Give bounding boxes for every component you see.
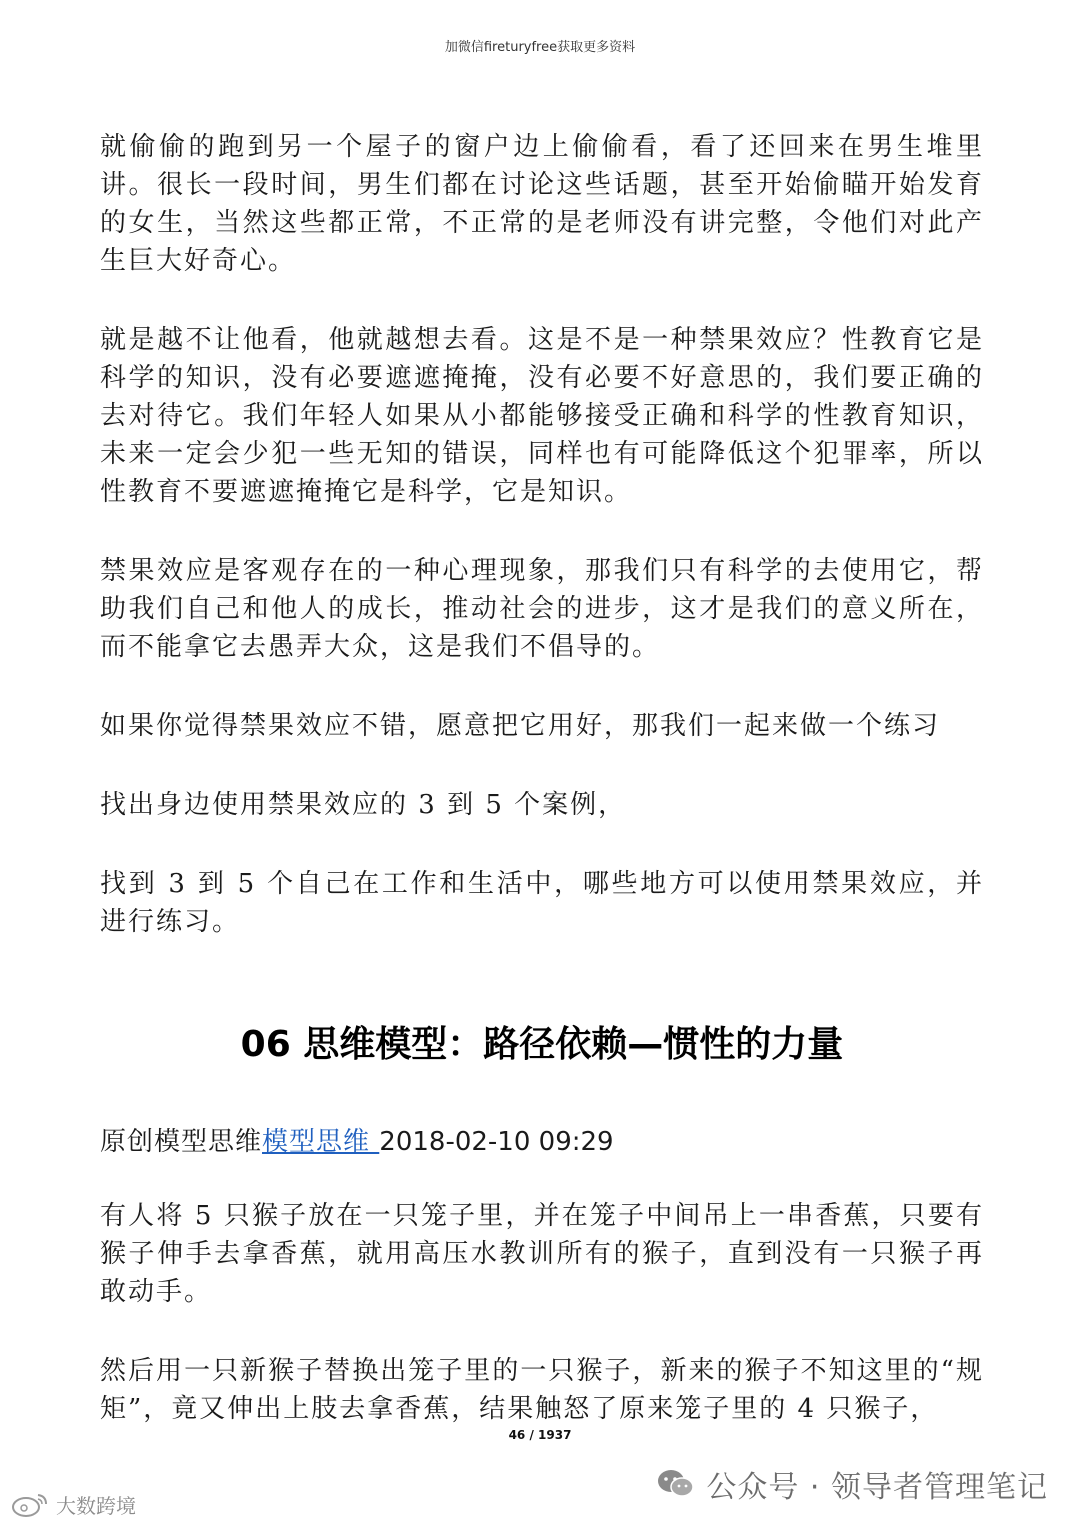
page-number: 46 / 1937 xyxy=(508,1428,572,1442)
meta-prefix: 原创模型思维 xyxy=(100,1127,263,1157)
paragraph: 如果你觉得禁果效应不错，愿意把它用好，那我们一起来做一个练习 xyxy=(100,711,941,741)
paragraph: 就是越不让他看，他就越想去看。这是不是一种禁果效应？性教育它是科学的知识，没有必要遮遮掩掩，没有必要不好意思的，我们要正确的去对待它。我们年轻人如果从小都能够接受正确和科学的性教育知识，未来一定会少犯一些无知的错误，同样也有可能降低这个犯罪率，所以性教育不要遮遮掩掩它是科学，它是知识。 xyxy=(100,325,984,507)
paragraph: 就偷偷的跑到另一个屋子的窗户边上偷偷看，看了还回来在男生堆里讲。很长一段时间，男生们都在讨论这些话题，甚至开始偷瞄开始发育的女生，当然这些都正常，不正常的是老师没有讲完整，令他们对此产生巨大好奇心。 xyxy=(100,132,984,276)
paragraph: 找出身边使用禁果效应的 3 到 5 个案例， xyxy=(100,790,627,820)
watermark-wechat xyxy=(656,1462,1048,1506)
paragraph: 然后用一只新猴子替换出笼子里的一只猴子，新来的猴子不知这里的“规矩”，竟又伸出上肢去拿香蕉，结果触怒了原来笼子里的 4 只猴子， xyxy=(100,1356,984,1424)
publish-datetime: 2018-02-10 09:29 xyxy=(379,1127,614,1157)
watermark-wechat-text: 公众号 · 领导者管理笔记 xyxy=(706,1470,1048,1505)
paragraph: 找到 3 到 5 个自己在工作和生活中，哪些地方可以使用禁果效应，并进行练习。 xyxy=(100,869,984,937)
watermark-weibo-text: 大数跨境 xyxy=(56,1494,136,1518)
header-note: 加微信fireturyfree获取更多资料 xyxy=(444,40,636,55)
section-heading: 06 思维模型：路径依赖—惯性的力量 xyxy=(240,1024,844,1065)
paragraph: 禁果效应是客观存在的一种心理现象，那我们只有科学的去使用它，帮助我们自己和他人的成长，推动社会的进步，这才是我们的意义所在，而不能拿它去愚弄大众，这是我们不倡导的。 xyxy=(100,556,984,662)
article-meta xyxy=(100,1123,984,1161)
weibo-icon xyxy=(10,1492,50,1518)
paragraph: 有人将 5 只猴子放在一只笼子里，并在笼子中间吊上一串香蕉，只要有猴子伸手去拿香蕉，就用高压水教训所有的猴子，直到没有一只猴子再敢动手。 xyxy=(100,1201,984,1307)
document-body xyxy=(100,128,984,1428)
watermark-weibo xyxy=(10,1490,136,1519)
author-link[interactable]: 模型思维 xyxy=(262,1127,380,1157)
wechat-icon xyxy=(656,1468,696,1500)
